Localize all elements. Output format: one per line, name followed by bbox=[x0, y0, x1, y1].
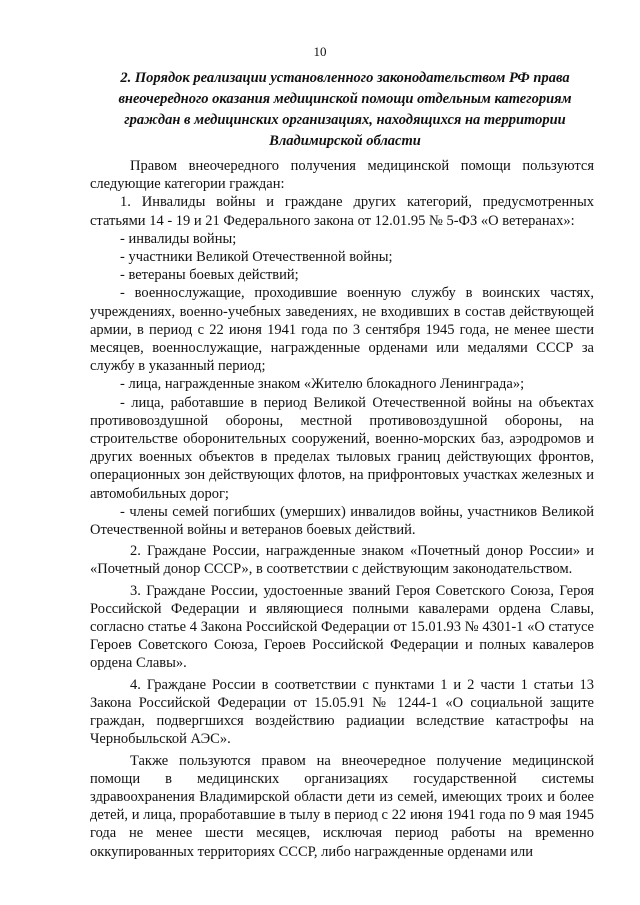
paragraph-also: Также пользуются правом на внеочередное получение медицинской помощи в медицинских организациях государственной системы здравоохранения Владимирской области дети из семей, имеющих троих и более детей, и лица, проработавшие в тылу в период с 22 июня 1941 года по 9 мая 1945 года не менее шести месяцев, исключая период работы на временно оккупированных территориях СССР, либо награжденные орденами или bbox=[90, 752, 594, 860]
list-item: - лица, работавшие в период Великой Отечественной войны на объектах противовоздушной обороны, местной противовоздушной обороны, на строительстве оборонительных сооружений, военно-морских баз, аэродромов и других военных объектов в пределах тыловых границ действующих фронтов, операционных зон действующих флотов, на прифронтовых участках железных и автомобильных дорог; bbox=[90, 394, 594, 502]
paragraph-item-1: 1. Инвалиды войны и граждане других категорий, предусмотренных статьями 14 - 19 и 21 Федерального закона от 12.01.95 № 5-ФЗ «О ветеранах»: bbox=[90, 194, 594, 229]
paragraph-item-2: 2. Граждане России, награжденные знаком «Почетный донор России» и «Почетный донор СССР», в соответствии с действующим законодательством. bbox=[90, 543, 594, 578]
paragraph-item-4: 4. Граждане России в соответствии с пунктами 1 и 2 части 1 статьи 13 Закона Российской Федерации от 15.05.91 № 1244-1 «О социальной защите граждан, подвергшихся воздействию радиации вследствие катастрофы на Чернобыльской АЭС». bbox=[90, 676, 594, 748]
paragraph-item-3: 3. Граждане России, удостоенные званий Героя Советского Союза, Героя Российской Федерации и являющиеся полными кавалерами ордена Славы, согласно статье 4 Закона Российской Федерации от 15.01.93 № 4301-1 «О статусе Героев Советского Союза, Героев Российской Федерации и полных кавалеров ордена Славы». bbox=[90, 582, 594, 672]
list-item: - инвалиды войны; bbox=[120, 230, 237, 247]
document-body bbox=[90, 157, 594, 861]
list-item: - члены семей погибших (умерших) инвалидов войны, участников Великой Отечественной войны и ветеранов боевых действий. bbox=[90, 503, 594, 539]
page-number: 10 bbox=[313, 44, 327, 59]
list-item: - военнослужащие, проходившие военную службу в воинских частях, учреждениях, военно-учебных заведениях, не входивших в состав действующей армии, в период с 22 июня 1941 года по 3 сентября 1945 года, не менее шести месяцев, военнослужащие, награжденные орденами или медалями СССР за службу в указанный период; bbox=[90, 285, 594, 375]
list-item: - лица, награжденные знаком «Жителю блокадного Ленинграда»; bbox=[120, 376, 525, 393]
paragraph-intro: Правом внеочередного получения медицинской помощи пользуются следующие категории граждан: bbox=[90, 158, 594, 193]
list-item: - участники Великой Отечественной войны; bbox=[120, 249, 393, 266]
section-heading: 2. Порядок реализации установленного законодательством РФ права внеочередного оказания медицинской помощи отдельным категориям граждан в медицинских организациях, находящихся на территории Владимирской области bbox=[118, 70, 572, 149]
list-item: - ветераны боевых действий; bbox=[120, 267, 299, 284]
